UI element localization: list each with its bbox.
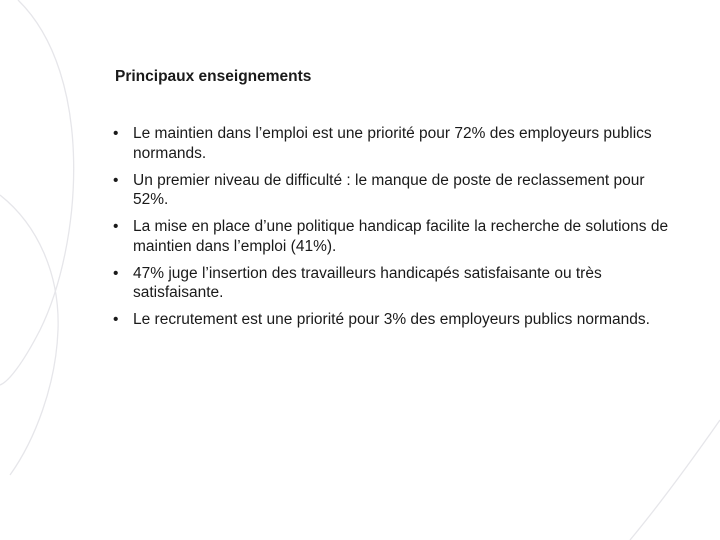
- bottom-right-curve: [630, 420, 720, 540]
- slide-title: Principaux enseignements: [115, 68, 312, 85]
- bullet-text: Un premier niveau de difficulté : le manque de poste de reclassement pour 52%.: [133, 171, 645, 208]
- left-outer-curve: [0, 0, 74, 385]
- list-item: [113, 217, 673, 256]
- left-inner-curve: [0, 195, 58, 475]
- bullet-text: Le maintien dans l’emploi est une priorité pour 72% des employeurs publics normands.: [133, 125, 652, 162]
- list-item: [113, 264, 673, 303]
- bullet-marker: •: [113, 218, 119, 235]
- list-item: [113, 124, 673, 163]
- bullet-text: 47% juge l’insertion des travailleurs handicapés satisfaisante ou très satisfaisante.: [133, 264, 602, 301]
- bullet-marker: •: [113, 311, 119, 328]
- list-item: [113, 310, 673, 330]
- bullet-text: La mise en place d’une politique handicap facilite la recherche de solutions de maintien dans l’emploi (41%).: [133, 218, 669, 255]
- list-item: [113, 171, 673, 210]
- bullet-marker: •: [113, 264, 119, 282]
- bullet-text: Le recrutement est une priorité pour 3% des employeurs publics normands.: [133, 311, 650, 328]
- bullet-marker: •: [113, 125, 119, 142]
- bullet-list: [113, 124, 673, 337]
- bullet-marker: •: [113, 171, 119, 189]
